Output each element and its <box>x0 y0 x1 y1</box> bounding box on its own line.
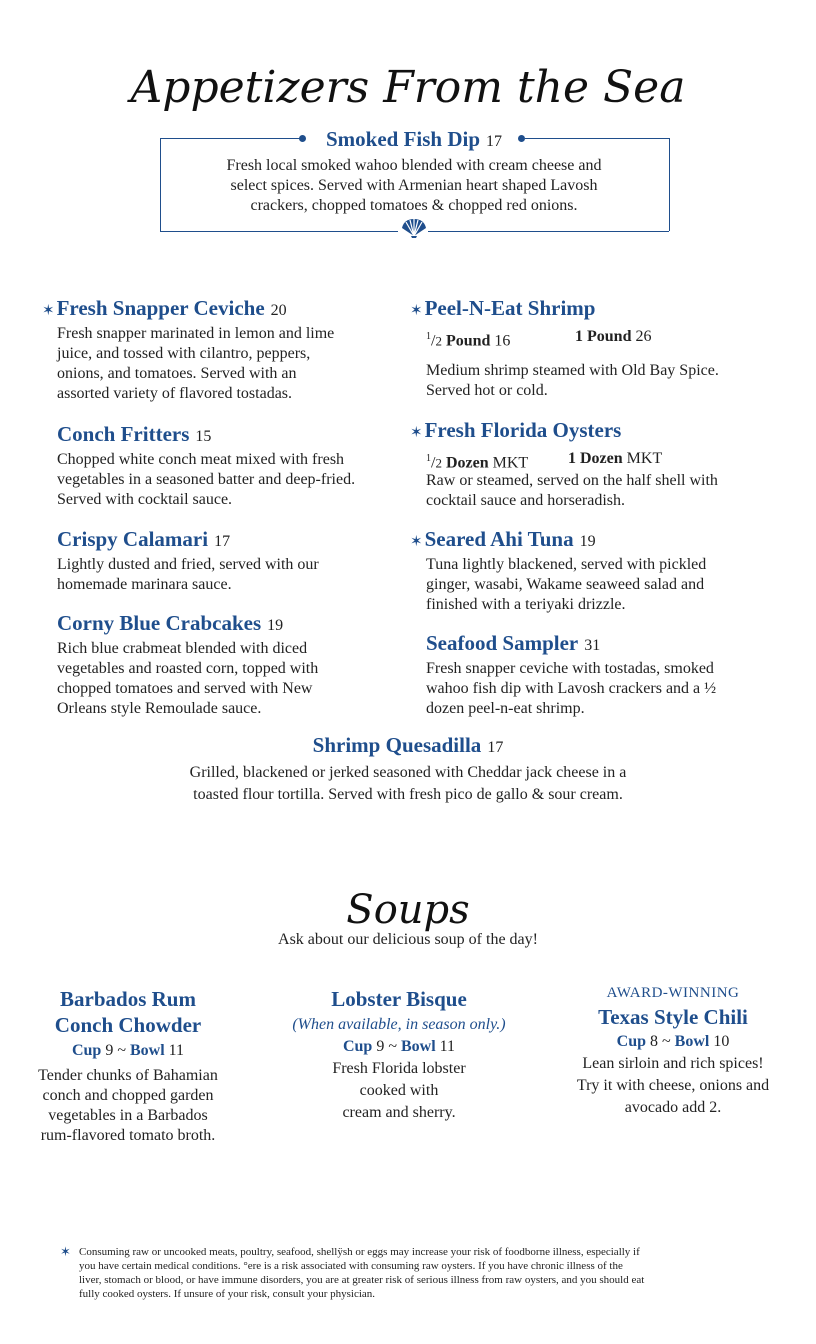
item-price: 19 <box>579 533 596 550</box>
soup-note: (When available, in season only.) <box>292 1016 506 1033</box>
box-bottom-right-line <box>428 231 669 232</box>
size-label: Dozen <box>445 454 489 472</box>
desc-line: vegetables in a seasoned batter and deep-fried. <box>57 471 356 488</box>
desc-line: vegetables and roasted corn, topped with <box>57 660 319 677</box>
size-label: Pound <box>445 332 491 350</box>
cup-label: Cup <box>616 1033 647 1050</box>
menu-item-florida-oysters <box>410 417 790 511</box>
desc-line: chopped tomatoes and served with New <box>57 680 313 697</box>
featured-item-description <box>160 156 668 216</box>
disclaimer-line: liver, stomach or blood, or have immune disorders, you are at greater risk of serious illness from raw oysters, and you should eat <box>79 1274 645 1286</box>
desc-line: Lean sirloin and rich spices! <box>582 1055 764 1072</box>
item-price: 17 <box>487 739 504 756</box>
desc-line: Lightly dusted and fried, served with our <box>57 556 319 573</box>
desc-line: Rich blue crabmeat blended with diced <box>57 640 308 657</box>
disclaimer-line: Consuming raw or uncooked meats, poultry, seafood, shellÿsh or eggs may increase your risk of foodborne illness, especially if <box>79 1246 640 1258</box>
soup-sizes: Cup 9 ~ Bowl 11 <box>342 1038 456 1055</box>
desc-line: cocktail sauce and horseradish. <box>426 492 626 509</box>
item-name: Crispy Calamari <box>57 527 209 551</box>
star-icon: ✶ <box>60 1244 71 1259</box>
menu-item-conch-fritters <box>57 421 417 510</box>
desc-line: wahoo fish dip with Lavosh crackers and a ½ <box>426 680 717 697</box>
desc-line: toasted flour tortilla. Served with fresh pico de gallo & sour cream. <box>193 786 623 803</box>
desc-line: cream and sherry. <box>342 1104 456 1121</box>
desc-line: Orleans style Remoulade sauce. <box>57 700 262 717</box>
item-name: Fresh Snapper Ceviche <box>56 296 265 320</box>
item-price: 15 <box>195 428 212 445</box>
size-price: 16 <box>494 332 511 350</box>
desc-line: Raw or steamed, served on the half shell with <box>426 472 718 489</box>
bowl-price: 11 <box>439 1038 456 1055</box>
menu-item-crispy-calamari <box>57 526 417 595</box>
item-name: Peel-N-Eat Shrimp <box>424 296 596 320</box>
desc-line: onions, and tomatoes. Served with an <box>57 365 297 382</box>
item-price: 31 <box>584 637 601 654</box>
soup-conch-chowder <box>8 986 248 1146</box>
menu-item-peel-n-eat-shrimp <box>410 295 790 401</box>
desc-line: assorted variety of flavored tostadas. <box>57 385 293 402</box>
soup-kicker: AWARD-WINNING <box>606 985 740 1001</box>
item-name: Conch Fritters <box>57 422 190 446</box>
desc-line: Fresh local smoked wahoo blended with cream cheese and <box>226 157 602 174</box>
item-price: 20 <box>270 302 287 319</box>
desc-line: homemade marinara sauce. <box>57 576 232 593</box>
cup-price: 8 <box>650 1033 659 1050</box>
appetizers-title: Appetizers From the Sea <box>130 62 686 113</box>
size-label: 1 Pound <box>575 328 632 345</box>
menu-item-snapper-ceviche <box>42 295 412 404</box>
disclaimer <box>79 1245 759 1301</box>
bowl-label: Bowl <box>400 1038 436 1055</box>
size-price: MKT <box>626 450 663 467</box>
soup-name: Conch Chowder <box>54 1013 202 1037</box>
star-icon: ✶ <box>410 534 423 550</box>
desc-line: Fresh snapper marinated in lemon and lime <box>57 325 335 342</box>
disclaimer-line: fully cooked oysters. If unsure of your risk, consult your physician. <box>79 1288 376 1300</box>
desc-line: Try it with cheese, onions and <box>576 1077 770 1094</box>
soup-name: Barbados Rum <box>60 987 196 1011</box>
size-label: 1 Dozen <box>568 450 623 467</box>
desc-line: crackers, chopped tomatoes & chopped red onions. <box>250 197 578 214</box>
desc-line: Served hot or cold. <box>426 382 548 399</box>
desc-line: Fresh Florida lobster <box>332 1060 466 1077</box>
size-price: 26 <box>635 328 652 345</box>
desc-line: conch and chopped garden <box>42 1087 214 1104</box>
desc-line: avocado add 2. <box>624 1099 722 1116</box>
desc-line: cooked with <box>359 1082 439 1099</box>
cup-price: 9 <box>105 1042 114 1059</box>
item-name: Corny Blue Crabcakes <box>57 611 262 635</box>
desc-line: finished with a teriyaki drizzle. <box>426 596 626 613</box>
soup-texas-chili <box>548 984 798 1119</box>
desc-line: ginger, wasabi, Wakame seaweed salad and <box>426 576 705 593</box>
menu-item-seared-ahi-tuna <box>410 526 790 615</box>
desc-line: Grilled, blackened or jerked seasoned with Cheddar jack cheese in a <box>189 764 627 781</box>
soup-sizes: Cup 8 ~ Bowl 10 <box>616 1033 730 1050</box>
desc-line: Medium shrimp steamed with Old Bay Spice. <box>426 362 719 379</box>
soup-name: Texas Style Chili <box>598 1005 748 1029</box>
desc-line: rum-flavored tomato broth. <box>40 1127 216 1144</box>
item-name: Fresh Florida Oysters <box>424 418 622 442</box>
star-icon: ✶ <box>410 303 423 319</box>
desc-line: juice, and tossed with cilantro, peppers, <box>57 345 311 362</box>
soups-subtitle: Ask about our delicious soup of the day! <box>278 931 538 948</box>
size-options: $^1$/2 Pound 16 1 Pound 26 <box>426 328 652 350</box>
desc-line: select spices. Served with Armenian heart shaped Lavosh <box>230 177 598 194</box>
bowl-price: 11 <box>168 1042 185 1059</box>
desc-line: Served with cocktail sauce. <box>57 491 233 508</box>
desc-line: dozen peel-n-eat shrimp. <box>426 700 585 717</box>
cup-label: Cup <box>342 1038 373 1055</box>
cup-price: 9 <box>376 1038 385 1055</box>
scallop-shell-icon <box>401 218 427 238</box>
featured-item-name: Smoked Fish Dip <box>325 127 481 151</box>
desc-line: Chopped white conch meat mixed with fresh <box>57 451 345 468</box>
desc-line: vegetables in a Barbados <box>48 1107 208 1124</box>
menu-item-shrimp-quesadilla <box>0 732 816 806</box>
desc-line: Tender chunks of Bahamian <box>38 1067 218 1084</box>
bowl-label: Bowl <box>129 1042 165 1059</box>
disclaimer-line: you have certain medical conditions. °ere is a risk associated with consuming raw oysters. If you have chronic illness of the <box>79 1260 623 1272</box>
item-name: Seafood Sampler <box>426 631 579 655</box>
menu-item-seafood-sampler <box>426 630 796 719</box>
soups-title: Soups <box>346 887 470 933</box>
soup-name: Lobster Bisque <box>331 987 467 1011</box>
cup-label: Cup <box>71 1042 102 1059</box>
size-options: $^1$/2 Dozen MKT 1 Dozen MKT <box>426 450 663 472</box>
menu-item-corny-blue-crabcakes <box>57 610 417 719</box>
desc-line: Tuna lightly blackened, served with pickled <box>426 556 707 573</box>
soup-lobster-bisque <box>264 986 534 1124</box>
item-name: Seared Ahi Tuna <box>424 527 574 551</box>
featured-item-price: 17 <box>486 133 503 150</box>
item-price: 17 <box>214 533 231 550</box>
item-price: 19 <box>267 617 284 634</box>
star-icon: ✶ <box>410 425 423 441</box>
soup-sizes: Cup 9 ~ Bowl 11 <box>71 1042 185 1059</box>
size-price: MKT <box>492 454 529 472</box>
desc-line: Fresh snapper ceviche with tostadas, smoked <box>426 660 714 677</box>
bowl-label: Bowl <box>674 1033 710 1050</box>
box-bottom-left-line <box>160 231 398 232</box>
featured-item <box>160 126 668 152</box>
star-icon: ✶ <box>42 303 55 319</box>
bowl-price: 10 <box>713 1033 730 1050</box>
item-name: Shrimp Quesadilla <box>312 733 482 757</box>
